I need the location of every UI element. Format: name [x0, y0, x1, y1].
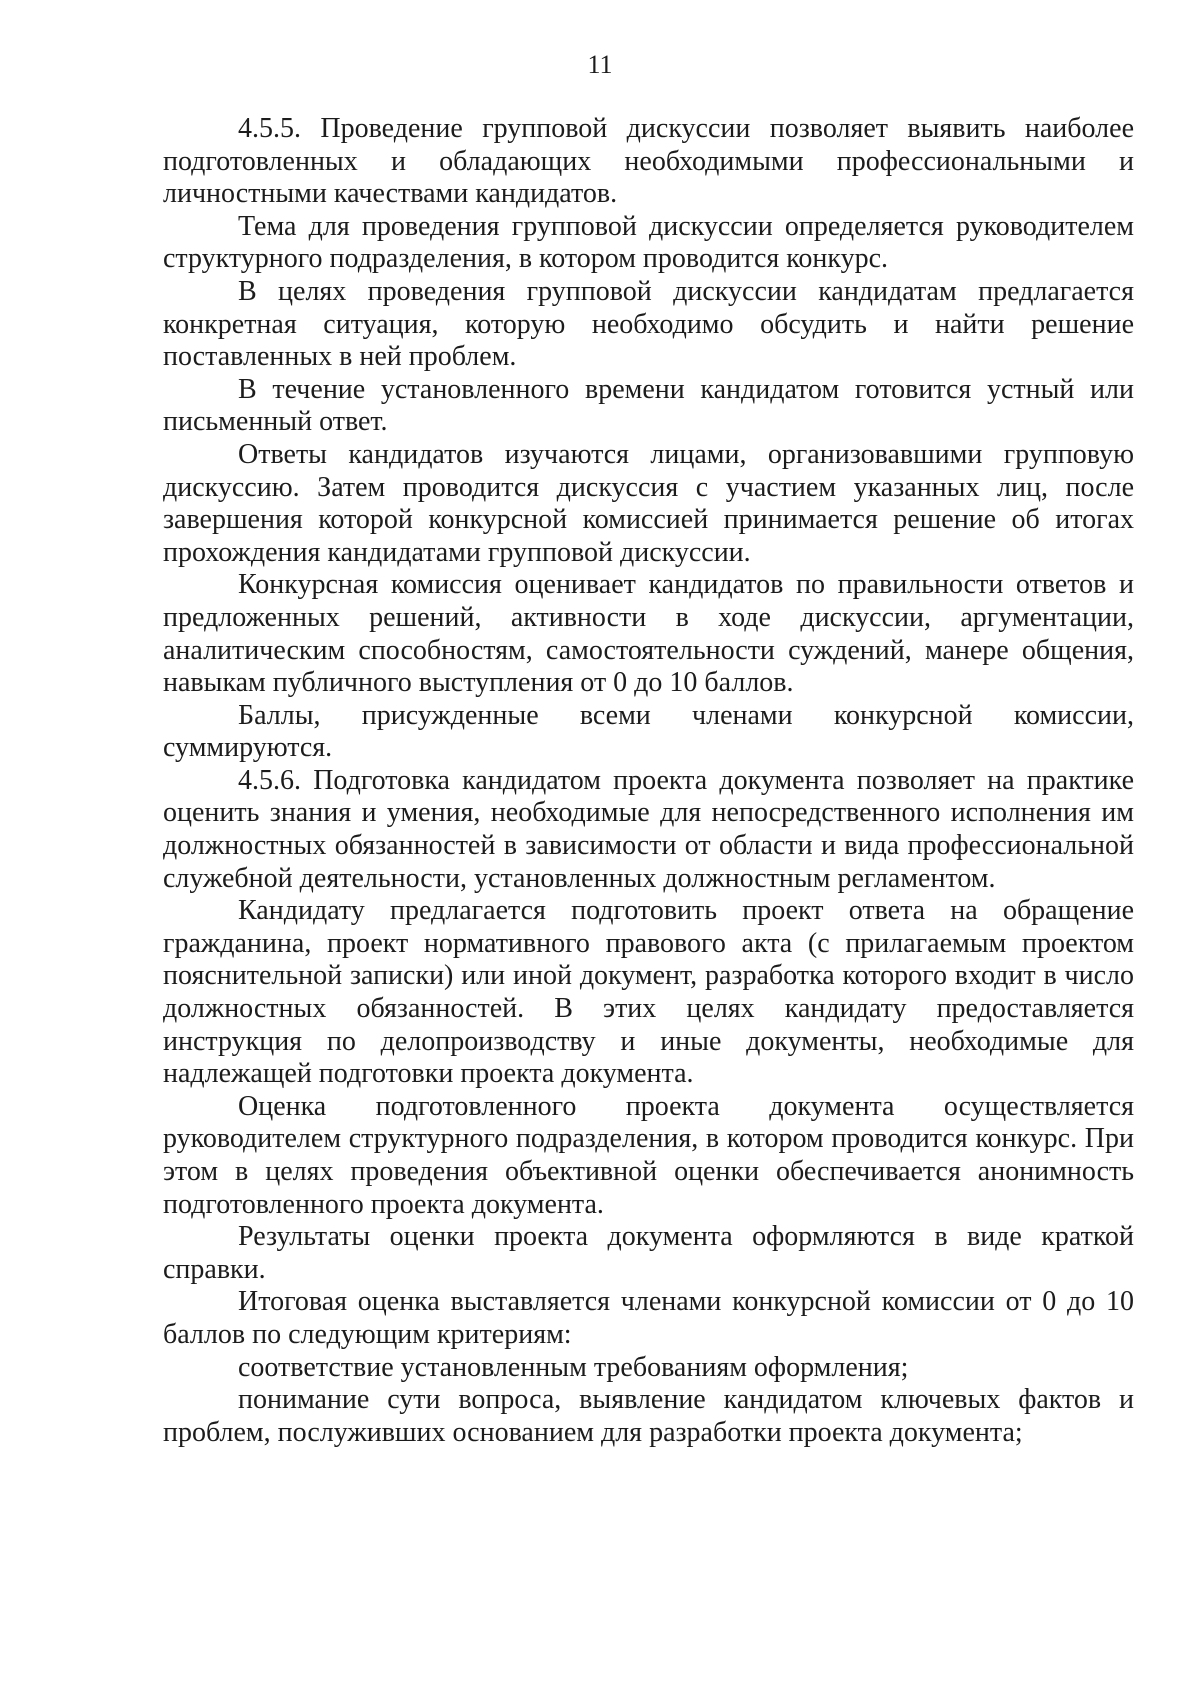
paragraph-discussion-situation: В целях проведения групповой дискуссии кандидатам предлагается конкретная ситуация, которую необходимо обсудить и найти решение поставленных в ней проблем.	[163, 275, 1134, 373]
paragraph-points-summed: Баллы, присужденные всеми членами конкурсной комиссии, суммируются.	[163, 699, 1134, 764]
paragraph-draft-assessment: Оценка подготовленного проекта документа осуществляется руководителем структурного подразделения, в котором проводится конкурс. При этом в целях проведения объективной оценки обеспечивается анонимность подготовленного проекта документа.	[163, 1090, 1134, 1220]
page-number: 11	[587, 50, 613, 79]
paragraph-commission-evaluation: Конкурсная комиссия оценивает кандидатов по правильности ответов и предложенных решений, активности в ходе дискуссии, аргументации, аналитическим способностям, самостоятельности суждений, манере общения, навыкам публичного выступления от 0 до 10 баллов.	[163, 569, 1134, 699]
criterion-understanding: понимание сути вопроса, выявление кандидатом ключевых фактов и проблем, послуживших основанием для разработки проекта документа;	[163, 1384, 1134, 1448]
paragraph-assessment-results: Результаты оценки проекта документа оформляются в виде краткой справки.	[163, 1221, 1134, 1285]
criterion-formatting: соответствие установленным требованиям оформления;	[238, 1351, 909, 1383]
paragraph-discussion-answer: В течение установленного времени кандидатом готовится устный или письменный ответ.	[163, 373, 1134, 438]
document-body	[163, 113, 1134, 1449]
paragraph-candidate-task: Кандидату предлагается подготовить проект ответа на обращение гражданина, проект нормативного правового акта (с прилагаемым проектом пояснительной записки) или иной документ, разработка которого входит в число должностных обязанностей. В этих целях кандидату предоставляется инструкция по делопроизводству и иные документы, необходимые для надлежащей подготовки проекта документа.	[163, 895, 1134, 1090]
paragraph-answers-review: Ответы кандидатов изучаются лицами, организовавшими групповую дискуссию. Затем проводится дискуссия с участием указанных лиц, после завершения которой конкурсной комиссией принимается решение об итогах прохождения кандидатами групповой дискуссии.	[163, 438, 1134, 568]
paragraph-4-5-6: 4.5.6. Подготовка кандидатом проекта документа позволяет на практике оценить знания и умения, необходимые для непосредственного исполнения им должностных обязанностей в зависимости от области и вида профессиональной служебной деятельности, установленных должностным регламентом.	[163, 764, 1134, 894]
paragraph-4-5-5: 4.5.5. Проведение групповой дискуссии позволяет выявить наиболее подготовленных и обладающих необходимыми профессиональными и личностными качествами кандидатов.	[163, 113, 1134, 210]
paragraph-discussion-topic: Тема для проведения групповой дискуссии определяется руководителем структурного подразделения, в котором проводится конкурс.	[163, 210, 1134, 275]
paragraph-final-score: Итоговая оценка выставляется членами конкурсной комиссии от 0 до 10 баллов по следующим критериям:	[163, 1286, 1134, 1350]
